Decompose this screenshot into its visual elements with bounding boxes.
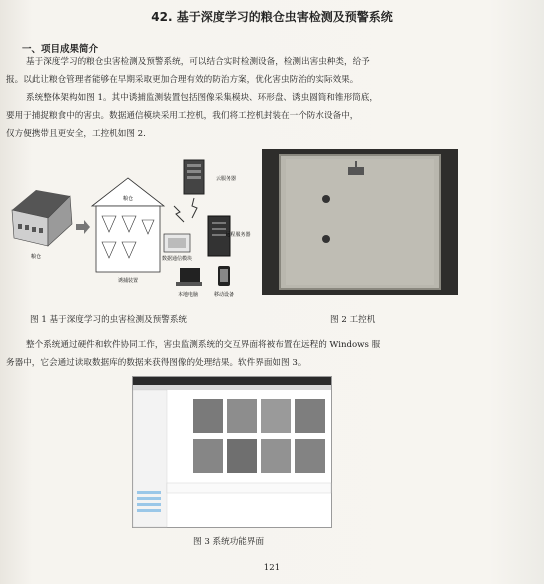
local-computer-label: 本地电脑 xyxy=(177,292,199,298)
flow-arrow-icon xyxy=(76,220,90,234)
paragraph-3 xyxy=(6,336,476,372)
paragraph-1-line-1: 基于深度学习的粮仓虫害检测及预警系统，可以结合实时检测设备，检测出害虫种类，给予 xyxy=(26,57,370,67)
section-heading: 一、项目成果简介 xyxy=(22,44,99,55)
data-comm-module-icon xyxy=(164,234,190,252)
paragraph-3-line-2: 务器中，它会通过读取数据库的数据来获得图像的处理结果。软件界面如图 3。 xyxy=(6,358,307,368)
figure-1-caption: 图 1 基于深度学习的虫害检测及预警系统 xyxy=(30,315,188,325)
paragraph-3-line-1: 整个系统通过硬件和软件协同工作，害虫监测系统的交互界面将被布置在远程的 Windows 服 xyxy=(26,340,381,350)
paragraph-1 xyxy=(6,53,470,89)
mobile-device-icon xyxy=(218,266,230,286)
paragraph-2-line-2: 要用于捕捉粮食中的害虫。数据通信模块采用工控机，我们将工控机封装在一个防水设备中， xyxy=(6,111,359,121)
granary-diagram xyxy=(92,178,164,272)
paragraph-1-line-2: 报。以此让粮仓管理者能够在早期采取更加合理有效的防治方案，优化害虫防治的实际效果。 xyxy=(6,75,359,85)
wireless-link-icon xyxy=(192,198,197,218)
system-architecture-diagram xyxy=(8,148,251,306)
wireless-link-icon xyxy=(174,206,184,222)
local-computer-icon xyxy=(176,268,202,286)
trap-label: 诱捕装置 xyxy=(117,278,139,284)
cloud-server-icon xyxy=(184,160,204,194)
paragraph-2-line-3: 仅方便携带且更安全，工控机如图 2. xyxy=(6,129,146,139)
page-number: 121 xyxy=(263,563,281,573)
mobile-device-label: 移动设备 xyxy=(213,292,235,298)
data-comm-label: 数据通信模块 xyxy=(161,256,193,262)
granary-label: 粮仓 xyxy=(30,254,42,260)
granary-building-icon xyxy=(12,190,72,246)
granary-center-label: 粮仓 xyxy=(122,196,134,202)
paragraph-2 xyxy=(6,89,470,143)
paragraph-2-line-1: 系统整体架构如图 1。其中诱捕监测装置包括图像采集模块、环形盘、诱虫圆筒和锥形筒底， xyxy=(26,93,378,103)
industrial-computer-photo xyxy=(262,149,458,295)
remote-server-label: 远程服务器 xyxy=(225,232,251,238)
cloud-server-label: 云服务器 xyxy=(216,176,237,182)
figure-2-caption: 图 2 工控机 xyxy=(330,315,376,325)
result-image-grid xyxy=(193,399,325,473)
figure-3-caption: 图 3 系统功能界面 xyxy=(193,537,265,547)
page-title: 42. 基于深度学习的粮仓虫害检测及预警系统 xyxy=(151,10,393,24)
system-function-screenshot xyxy=(132,376,332,528)
